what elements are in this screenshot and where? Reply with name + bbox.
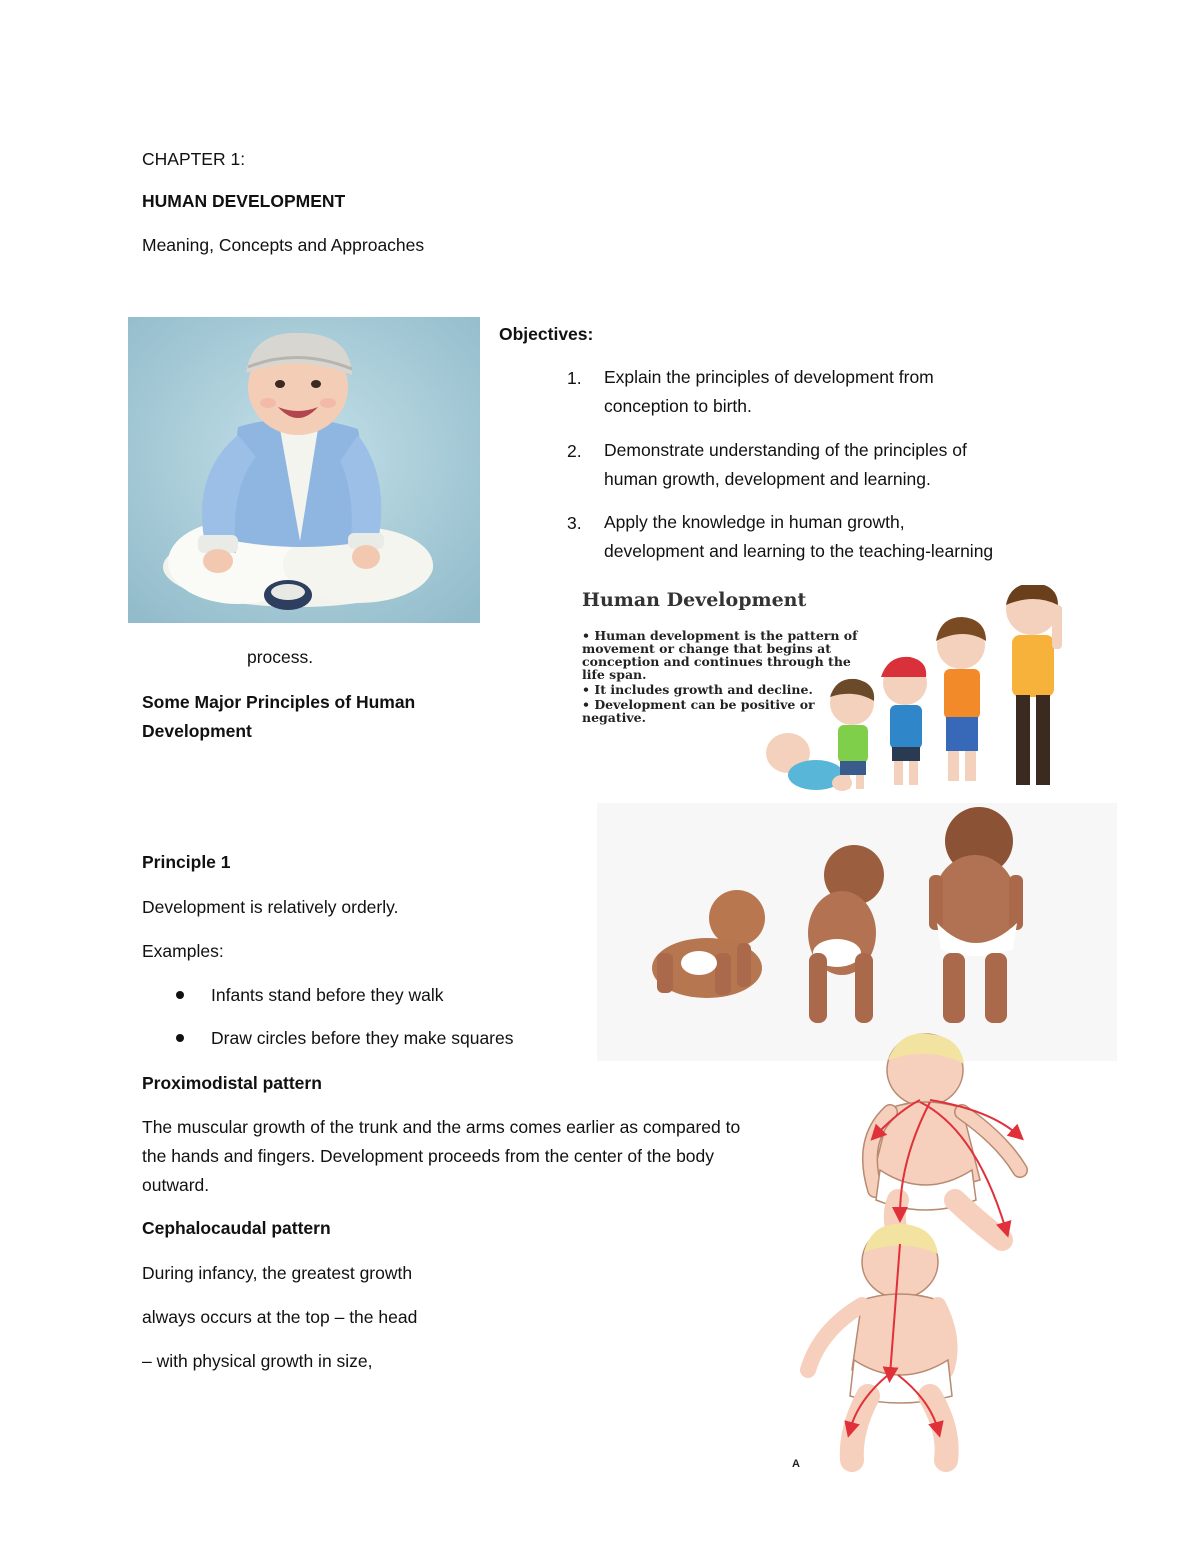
bullet-dot [176, 991, 184, 999]
principle-title: Principle 1 [142, 852, 231, 872]
objective-number: 3. [567, 513, 582, 533]
objective-text: development and learning to the teaching-learning [604, 541, 994, 561]
objective-text: human growth, development and learning. [604, 469, 931, 489]
diagram-label: A [792, 1458, 800, 1470]
principles-heading: Some Major Principles of Human [142, 692, 416, 712]
bullet-dot [176, 1034, 184, 1042]
examples-label: Examples: [142, 941, 224, 961]
chapter-label: CHAPTER 1: [142, 149, 246, 169]
example-item: Draw circles before they make squares [211, 1028, 514, 1048]
objective-text: Explain the principles of development from [604, 367, 934, 387]
baby-photo [128, 317, 480, 623]
objectives-heading: Objectives: [499, 324, 594, 344]
proximodistal-text: outward. [142, 1175, 210, 1195]
objective-number: 2. [567, 441, 582, 461]
principle-text: Development is relatively orderly. [142, 897, 399, 917]
figure-bullet: • Human development is the pattern of movement or change that begins at conception and continues through the life span. [582, 628, 858, 682]
cephalocaudal-title: Cephalocaudal pattern [142, 1218, 331, 1238]
objective-text: Demonstrate understanding of the principles of [604, 440, 967, 460]
objective-text: Apply the knowledge in human growth, [604, 512, 905, 532]
proximodistal-title: Proximodistal pattern [142, 1073, 322, 1093]
babies-progression-photo [597, 803, 1117, 1061]
cephalocaudal-text: always occurs at the top – the head [142, 1307, 418, 1327]
human-development-figure [576, 585, 1091, 797]
example-item: Infants stand before they walk [211, 985, 444, 1005]
objective-text: conception to birth. [604, 396, 752, 416]
figure-bullet: • It includes growth and decline. [582, 682, 813, 697]
objective-number: 1. [567, 368, 582, 388]
proximodistal-text: the hands and fingers. Development proceeds from the center of the body [142, 1146, 715, 1166]
proximodistal-text: The muscular growth of the trunk and the arms comes earlier as compared to [142, 1117, 741, 1137]
page-subtitle: Meaning, Concepts and Approaches [142, 235, 425, 255]
figure-bullet-list [582, 629, 862, 724]
cephalocaudal-text: During infancy, the greatest growth [142, 1263, 413, 1283]
growth-direction-diagram [780, 1030, 1070, 1475]
page-title: HUMAN DEVELOPMENT [142, 191, 346, 211]
principles-heading: Development [142, 721, 252, 741]
figure-title: Human Development [582, 589, 807, 611]
cephalocaudal-text: – with physical growth in size, [142, 1351, 373, 1371]
objective-continuation: process. [247, 647, 314, 667]
figure-bullet: • Development can be positive or negative. [582, 697, 815, 725]
